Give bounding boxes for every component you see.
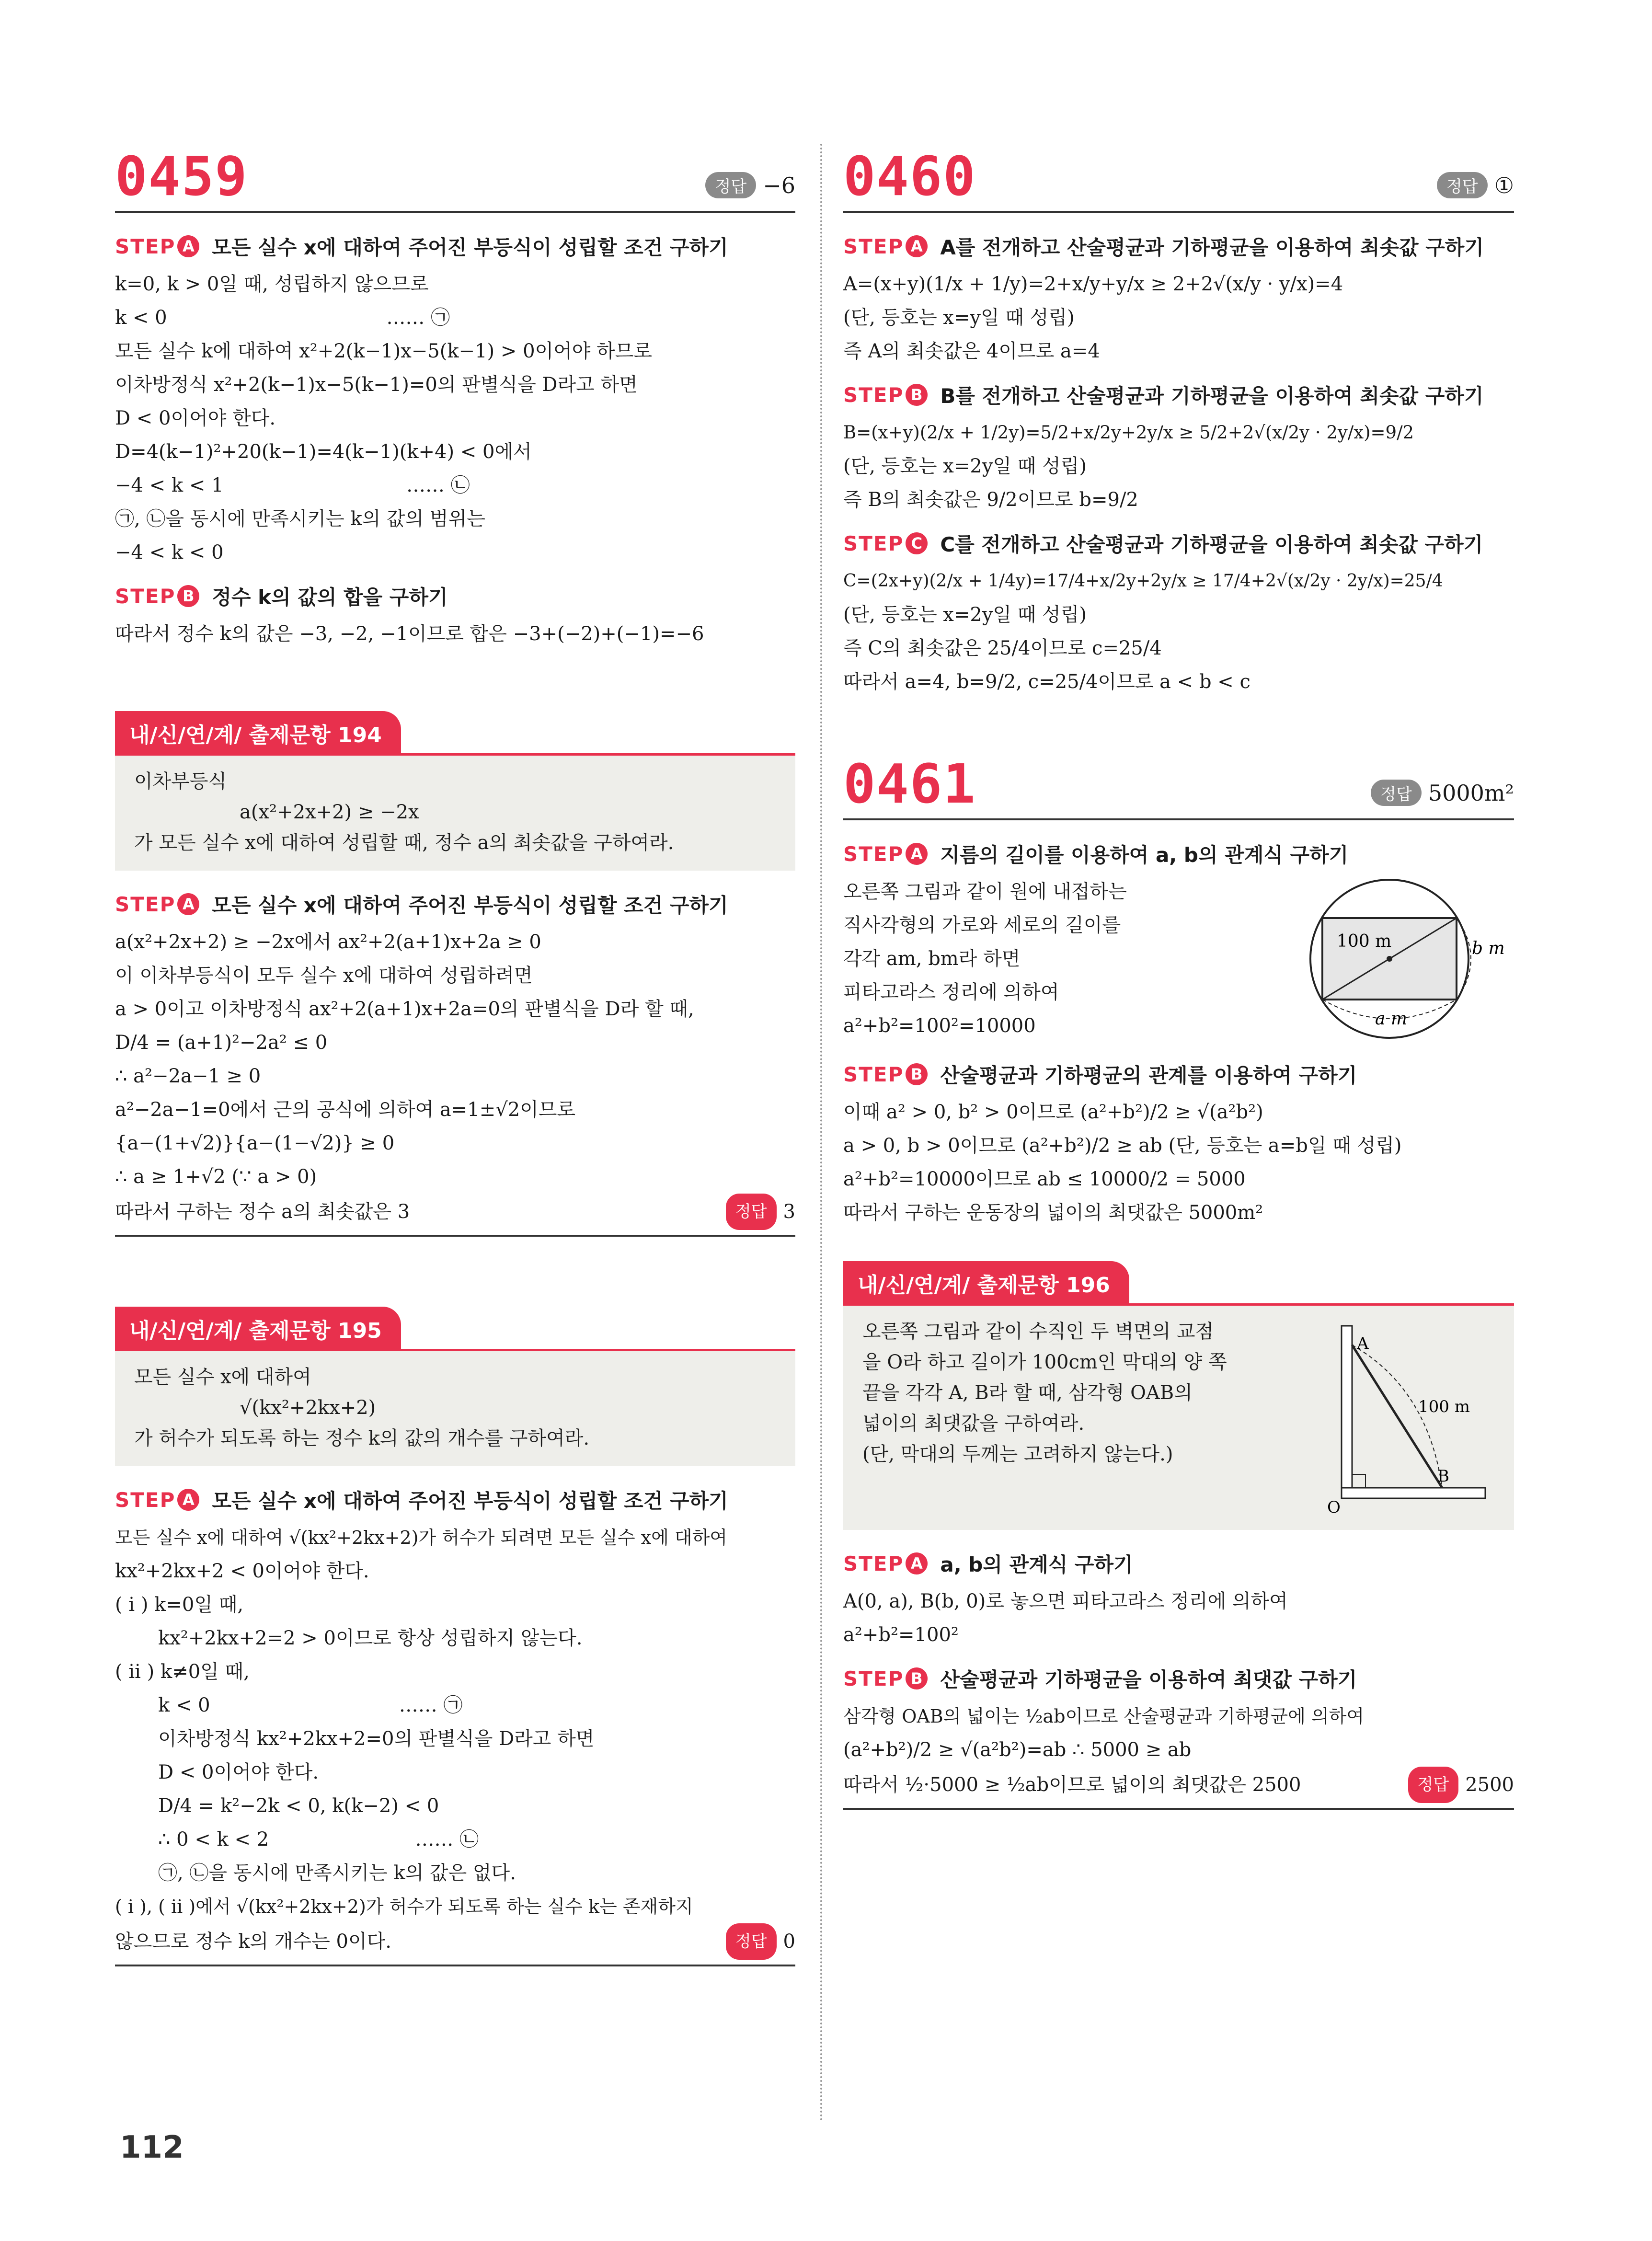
step-a-with-figure [843,875,1514,1047]
solution-line: k=0, k > 0일 때, 성립하지 않으므로 [115,273,429,295]
step-title: C를 전개하고 산술평균과 기하평균을 이용하여 최솟값 구하기 [940,533,1483,556]
step-letter: B [906,384,928,406]
answer-value: ① [1494,172,1514,198]
problem-formula: √(kx²+2kx+2) [240,1397,376,1419]
step-tag: STEP [843,531,904,555]
step-letter: A [177,235,199,257]
problem-number: 0460 [843,146,976,208]
solution-lines [843,875,1127,1047]
answer-box [1437,172,1514,198]
solution-line: a > 0, b > 0이므로 (a²+b²)/2 ≥ ab (단, 등호는 a=b일 때 성립) [843,1135,1402,1157]
solution-line: 오른쪽 그림과 같이 원에 내접하는 [843,881,1127,903]
step-title: 산술평균과 기하평균의 관계를 이용하여 구하기 [940,1064,1357,1087]
answer-label: 정답 [1408,1767,1459,1803]
solution-line: 직사각형의 가로와 세로의 길이를 [843,914,1121,936]
answer-box [705,172,795,198]
step-letter: A [177,1489,199,1511]
solution-line: D/4 = (a+1)²−2a² ≤ 0 [115,1032,328,1054]
solution-line: 모든 실수 x에 대하여 √(kx²+2kx+2)가 허수가 되려면 모든 실수 x에 대하여 [115,1527,727,1548]
answer-label: 정답 [726,1923,777,1960]
final-line [115,1194,795,1230]
problem-text-block [862,1316,1227,1517]
answer-value: 2500 [1465,1774,1514,1796]
related-problem-header [115,713,795,756]
answer-label: 정답 [705,172,756,198]
right-angle-mark [1352,1474,1365,1488]
problem-text: 오른쪽 그림과 같이 수직인 두 벽면의 교점 [862,1321,1214,1343]
solution-line: a²+b²=100² [843,1624,959,1646]
step-letter: B [906,1667,928,1689]
step-letter: A [906,1552,928,1574]
step-tag: STEP [843,1062,904,1086]
step-title: 모든 실수 x에 대하여 주어진 부등식이 성립할 조건 구하기 [212,1489,728,1513]
solution-line: ㉠, ㉡을 동시에 만족시키는 k의 값은 없다. [158,1862,516,1884]
problem-0461-header [843,747,1514,820]
solution-line: k < 0 …… ㉠ [158,1694,463,1716]
solution-line: a²−2a−1=0에서 근의 공식에 의하여 a=1±√2이므로 [115,1099,576,1121]
solution-line: ( i ) k=0일 때, [115,1594,244,1616]
point-o-label: O [1327,1498,1341,1517]
step-tag: STEP [115,892,176,916]
solution-line: kx²+2kx+2=2 > 0이므로 항상 성립하지 않는다. [158,1627,583,1649]
diagonal-label: 100 m [1337,931,1392,951]
solution-line: D < 0이어야 한다. [115,407,276,429]
solution-line: kx²+2kx+2 < 0이어야 한다. [115,1560,369,1582]
solution-line: 따라서 구하는 운동장의 넓이의 최댓값은 5000m² [843,1202,1263,1224]
solution-line: ∴ a ≥ 1+√2 (∵ a > 0) [115,1166,317,1188]
solution-line: 각각 am, bm라 하면 [843,948,1021,970]
related-problem-header [115,1309,795,1351]
bottom-label: a m [1375,1009,1408,1029]
section-rule [115,1235,795,1237]
solution-line: k < 0 …… ㉠ [115,307,450,329]
left-column [115,139,795,2005]
answer-box [726,1923,795,1960]
step-title: A를 전개하고 산술평균과 기하평균을 이용하여 최솟값 구하기 [940,236,1484,259]
related-problem-label: 내/신/연/계/ 출제문항 195 [115,1307,401,1351]
related-problem-label: 내/신/연/계/ 출제문항 196 [843,1261,1129,1305]
step-a-heading [843,232,1514,261]
solution-line: (단, 등호는 x=y일 때 성립) [843,307,1075,329]
step-letter: A [906,235,928,257]
solution-line: (단, 등호는 x=2y일 때 성립) [843,604,1087,626]
step-a-heading [115,232,795,261]
final-line [115,1923,795,1960]
solution-lines [115,267,795,569]
step-letter: B [906,1063,928,1085]
solution-line: 따라서 정수 k의 값은 −3, −2, −1이므로 합은 −3+(−2)+(−1)=−6 [115,623,704,645]
section-rule [115,1965,795,1966]
solution-line: 즉 C의 최솟값은 25/4이므로 c=25/4 [843,637,1162,659]
solution-line: A(0, a), B(b, 0)로 놓으면 피타고라스 정리에 의하여 [843,1590,1288,1612]
answer-value: −6 [763,172,795,198]
problem-0460-header [843,139,1514,213]
step-a-heading [115,890,795,919]
horizontal-wall [1342,1488,1485,1498]
solution-line: D=4(k−1)²+20(k−1)=4(k−1)(k+4) < 0에서 [115,441,532,463]
related-problem-body [843,1306,1514,1530]
related-problem-196 [843,1263,1514,1530]
solution-line: D/4 = k²−2k < 0, k(k−2) < 0 [158,1795,439,1817]
answer-box [726,1194,795,1230]
related-problem-195 [115,1309,795,1466]
page-number: 112 [120,2130,184,2165]
step-letter: C [906,532,928,554]
solution-line: 따라서 a=4, b=9/2, c=25/4이므로 a < b < c [843,671,1250,693]
problem-text: 모든 실수 x에 대하여 [134,1366,311,1388]
solution-line: −4 < k < 0 [115,541,224,563]
final-text: 않으므로 정수 k의 개수는 0이다. [115,1931,391,1953]
solution-line: a²+b²=10000이므로 ab ≤ 10000/2 = 5000 [843,1168,1246,1190]
related-problem-body [115,756,795,871]
answer-label: 정답 [726,1194,777,1230]
side-label: b m [1472,939,1505,958]
solution-line: 피타고라스 정리에 의하여 [843,981,1059,1003]
problem-text: 가 모든 실수 x에 대하여 성립할 때, 정수 a의 최솟값을 구하여라. [134,832,674,854]
step-title: 산술평균과 기하평균을 이용하여 최댓값 구하기 [940,1668,1357,1691]
section-rule [843,1808,1514,1810]
answer-value: 5000m² [1428,780,1514,806]
related-problem-label: 내/신/연/계/ 출제문항 194 [115,711,401,755]
solution-line: 이때 a² > 0, b² > 0이므로 (a²+b²)/2 ≥ √(a²b²) [843,1101,1263,1123]
solution-line: −4 < k < 1 …… ㉡ [115,474,470,496]
step-c-heading [843,529,1514,558]
final-text: 따라서 구하는 정수 a의 최솟값은 3 [115,1201,410,1223]
circle-rectangle-figure [1303,875,1514,1047]
step-tag: STEP [843,842,904,866]
step-tag: STEP [115,584,176,608]
problem-formula: a(x²+2x+2) ≥ −2x [240,801,419,823]
solution-line: 모든 실수 k에 대하여 x²+2(k−1)x−5(k−1) > 0이어야 하므로 [115,340,653,362]
step-title: B를 전개하고 산술평균과 기하평균을 이용하여 최솟값 구하기 [940,384,1484,408]
problem-number: 0461 [843,753,976,816]
solution-line: ㉠, ㉡을 동시에 만족시키는 k의 값의 범위는 [115,508,485,530]
rod-line [1352,1345,1442,1488]
step-b-heading [115,582,795,610]
related-problem-header [843,1263,1514,1306]
step-title: 지름의 길이를 이용하여 a, b의 관계식 구하기 [940,843,1349,867]
solution-line: ( ii ) k≠0일 때, [115,1661,250,1683]
final-text: 따라서 ½·5000 ≥ ½ab이므로 넓이의 최댓값은 2500 [843,1774,1301,1796]
solution-line: 이차방정식 x²+2(k−1)x−5(k−1)=0의 판별식을 D라고 하면 [115,374,638,396]
step-title: a, b의 관계식 구하기 [940,1553,1133,1576]
step-a-heading [843,1549,1514,1578]
solution-line: a(x²+2x+2) ≥ −2x에서 ax²+2(a+1)x+2a ≥ 0 [115,931,541,953]
problem-text: 을 O라 하고 길이가 100cm인 막대의 양 쪽 [862,1351,1227,1373]
solution-line: 즉 A의 최솟값은 4이므로 a=4 [843,340,1100,362]
column-divider [820,144,822,2123]
step-tag: STEP [843,1666,904,1690]
solution-line: B=(x+y)(2/x + 1/2y)=5/2+x/2y+2y/x ≥ 5/2+2√(x/2y · 2y/x)=9/2 [843,422,1414,443]
problem-number: 0459 [115,146,248,208]
step-letter: A [906,843,928,865]
vertical-wall [1342,1326,1352,1498]
step-b-heading [843,1060,1514,1089]
solution-line: ( i ), ( ii )에서 √(kx²+2kx+2)가 허수가 되도록 하는 실수 k는 존재하지 [115,1896,693,1917]
answer-label: 정답 [1371,780,1422,806]
right-column [843,139,1514,1848]
solution-line: ∴ 0 < k < 2 …… ㉡ [158,1828,479,1850]
solution-line: A=(x+y)(1/x + 1/y)=2+x/y+y/x ≥ 2+2√(x/y · y/x)=4 [843,273,1343,295]
related-problem-194 [115,713,795,871]
answer-box [1371,780,1514,806]
step-tag: STEP [843,383,904,407]
solution-line: 이차방정식 kx²+2kx+2=0의 판별식을 D라고 하면 [158,1728,595,1750]
solution-line: ∴ a²−2a−1 ≥ 0 [115,1065,261,1087]
solution-line: C=(2x+y)(2/x + 1/4y)=17/4+x/2y+2y/x ≥ 17/4+2√(x/2y · 2y/x)=25/4 [843,571,1443,591]
solution-line: a > 0이고 이차방정식 ax²+2(a+1)x+2a=0의 판별식을 D라 할 때, [115,998,694,1020]
problem-text: (단, 막대의 두께는 고려하지 않는다.) [862,1443,1173,1465]
solution-lines [115,925,795,1230]
step-b-heading [843,1664,1514,1693]
problem-text: 이차부등식 [134,770,227,793]
step-letter: A [177,893,199,915]
related-problem-body [115,1351,795,1466]
solution-line: 즉 B의 최솟값은 9/2이므로 b=9/2 [843,489,1138,511]
solution-line: D < 0이어야 한다. [158,1761,319,1783]
problem-text: 가 허수가 되도록 하는 정수 k의 값의 개수를 구하여라. [134,1427,590,1449]
answer-label: 정답 [1437,172,1488,198]
problem-text: 넓이의 최댓값을 구하여라. [862,1413,1085,1435]
step-tag: STEP [843,234,904,258]
wall-rod-figure [1322,1316,1495,1517]
step-title: 정수 k의 값의 합을 구하기 [212,586,448,609]
solution-line: (단, 등호는 x=2y일 때 성립) [843,455,1087,477]
step-a-heading [843,839,1514,868]
step-tag: STEP [115,1488,176,1512]
step-title: 모든 실수 x에 대하여 주어진 부등식이 성립할 조건 구하기 [212,236,728,259]
solution-line: 삼각형 OAB의 넓이는 ½ab이므로 산술평균과 기하평균에 의하여 [843,1706,1365,1727]
point-a-label: A [1357,1334,1369,1353]
final-line [843,1767,1514,1803]
step-title: 모든 실수 x에 대하여 주어진 부등식이 성립할 조건 구하기 [212,894,728,917]
solution-line: a²+b²=100²=10000 [843,1015,1036,1037]
solution-lines [115,1521,795,1960]
step-tag: STEP [843,1551,904,1575]
solution-line: 이 이차부등식이 모두 실수 x에 대하여 성립하려면 [115,965,533,987]
solution-line: (a²+b²)/2 ≥ √(a²b²)=ab ∴ 5000 ≥ ab [843,1739,1192,1761]
step-a-heading [115,1485,795,1514]
center-point [1387,956,1392,962]
step-tag: STEP [115,234,176,258]
problem-0459-header [115,139,795,213]
problem-text: 끝을 각각 A, B라 할 때, 삼각형 OAB의 [862,1382,1193,1404]
point-b-label: B [1437,1467,1449,1486]
solution-line: {a−(1+√2)}{a−(1−√2)} ≥ 0 [115,1132,395,1154]
step-letter: B [177,585,199,607]
rod-length-label: 100 m [1418,1397,1470,1416]
answer-value: 0 [783,1931,795,1953]
answer-value: 3 [783,1201,795,1223]
answer-box [1408,1767,1514,1803]
step-b-heading [843,380,1514,409]
